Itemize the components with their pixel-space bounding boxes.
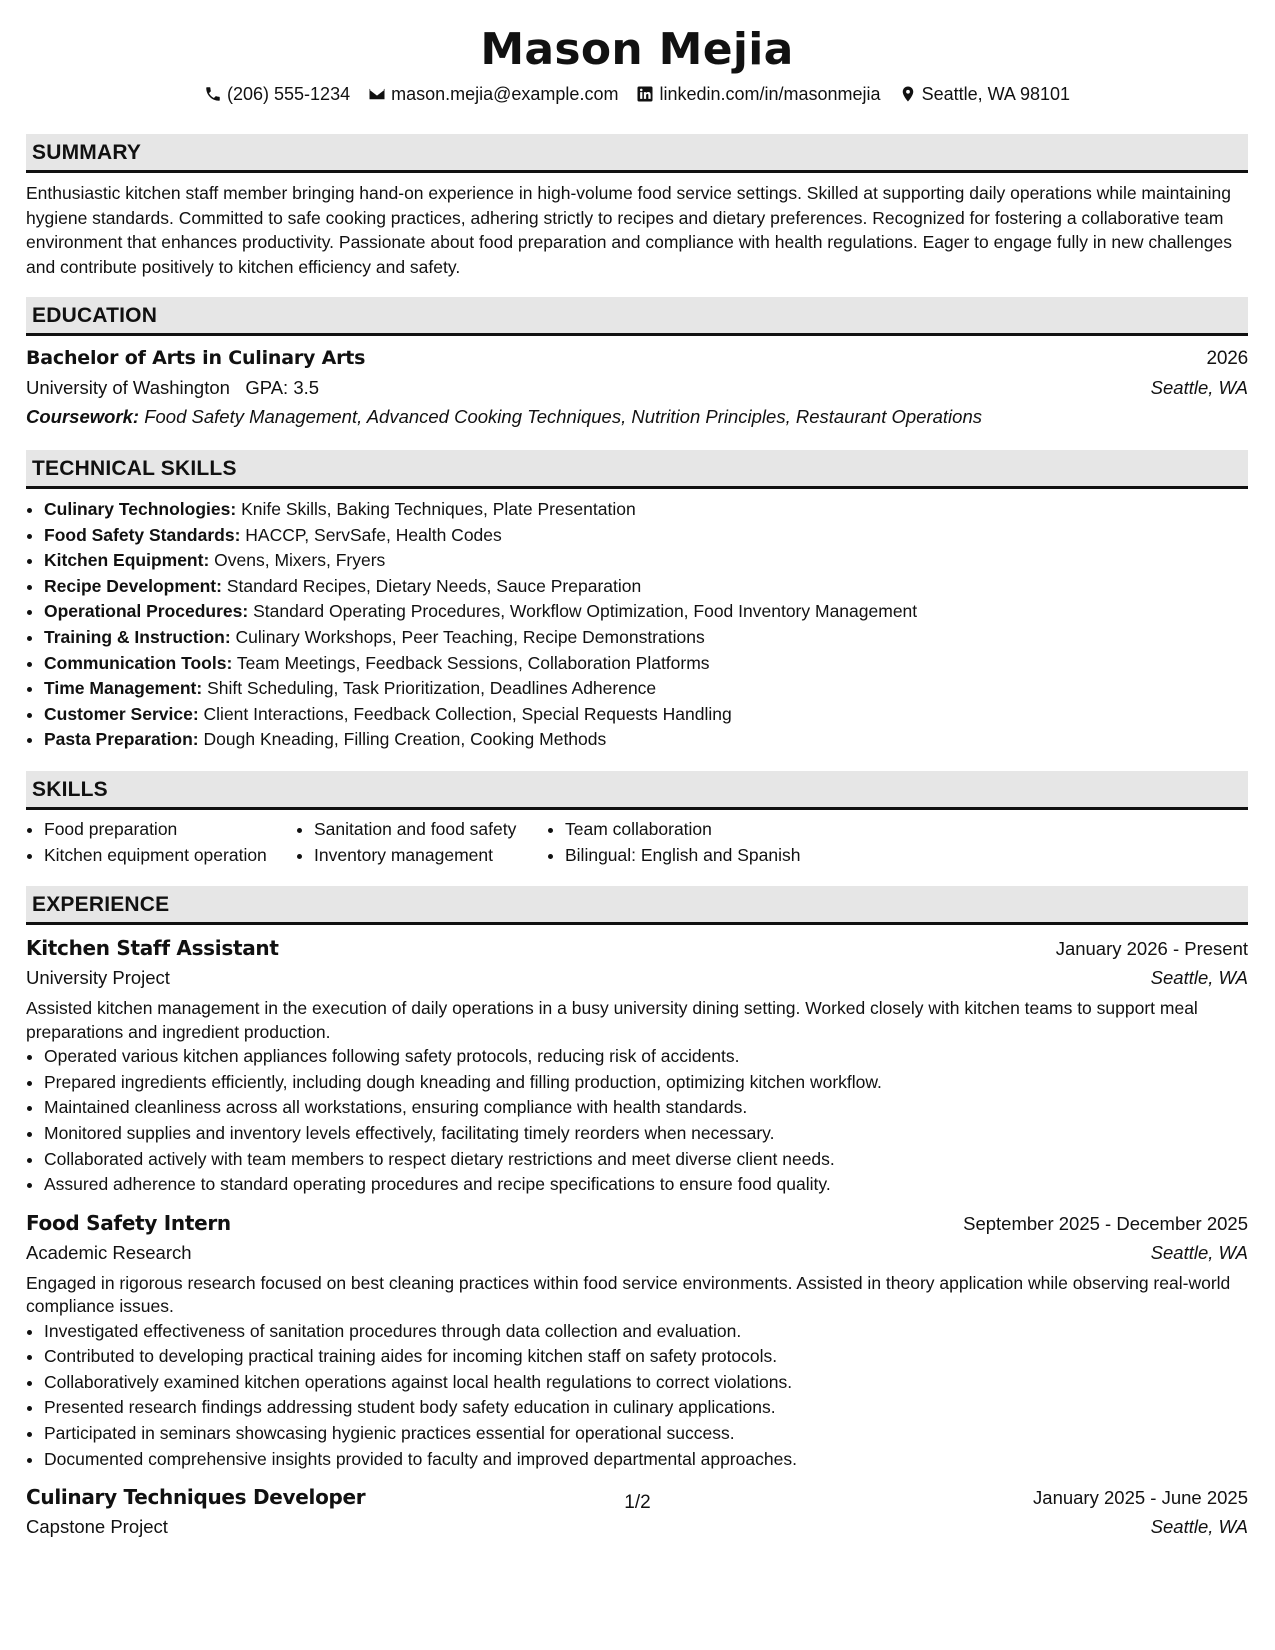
experience-section [26, 886, 1248, 1542]
page-number: 1/2 [624, 1492, 651, 1513]
job-dates: September 2025 - December 2025 [963, 1212, 1248, 1234]
job-bullets [26, 1044, 1248, 1198]
contact-phone [204, 82, 350, 106]
list-item: • Documented comprehensive insights provided to faculty and improved departmental approaches. [44, 1447, 1248, 1473]
list-item: • Kitchen Equipment: Ovens, Mixers, Fryers [44, 548, 1248, 574]
skills-grid [26, 817, 1248, 868]
list-item: • Operated various kitchen appliances following safety protocols, reducing risk of accidents. [44, 1044, 1248, 1070]
job-entry [26, 933, 1248, 1198]
education-degree-row [26, 344, 1248, 373]
linkedin-link[interactable]: linkedin.com/in/masonmejia [659, 84, 881, 104]
list-item: • Inventory management [314, 843, 547, 869]
list-item: • Training & Instruction: Culinary Workshops, Peer Teaching, Recipe Demonstrations [44, 625, 1248, 651]
list-item: • Recipe Development: Standard Recipes, Dietary Needs, Sauce Preparation [44, 574, 1248, 600]
job-location: Seattle, WA [1150, 967, 1248, 989]
linkedin-icon [636, 85, 654, 103]
section-heading-education: EDUCATION [26, 297, 1248, 336]
contact-bar [26, 82, 1248, 106]
job-dates: January 2026 - Present [1055, 938, 1248, 960]
list-item: • Maintained cleanliness across all workstations, ensuring compliance with health standards. [44, 1095, 1248, 1121]
location-text: Seattle, WA 98101 [921, 84, 1070, 104]
job-org: Academic Research [26, 1241, 192, 1263]
job-dates: January 2025 - June 2025 [1033, 1487, 1248, 1509]
list-item: • Prepared ingredients efficiently, including dough kneading and filling production, optimizing kitchen workflow. [44, 1070, 1248, 1096]
job-location: Seattle, WA [1150, 1241, 1248, 1263]
job-location: Seattle, WA [1150, 1516, 1248, 1538]
job-org-row [26, 963, 1248, 993]
list-item: • Sanitation and food safety [314, 817, 547, 843]
section-heading-summary: SUMMARY [26, 134, 1248, 173]
list-item: • Pasta Preparation: Dough Kneading, Filling Creation, Cooking Methods [44, 727, 1248, 753]
candidate-name: Mason Mejia [480, 24, 794, 75]
list-item: • Food preparation [44, 817, 296, 843]
contact-email[interactable] [368, 82, 618, 106]
list-item: • Communication Tools: Team Meetings, Feedback Sessions, Collaboration Platforms [44, 651, 1248, 677]
phone-text: (206) 555-1234 [227, 84, 351, 104]
list-item: • Collaboratively examined kitchen operations against local health regulations to correct violations. [44, 1370, 1248, 1396]
coursework-label: Coursework: [26, 406, 140, 427]
list-item: • Monitored supplies and inventory levels effectively, facilitating timely reorders when necessary. [44, 1121, 1248, 1147]
list-item: • Presented research findings addressing student body safety education in culinary applications. [44, 1395, 1248, 1421]
graduation-year: 2026 [1206, 348, 1248, 369]
technical-skills-list [26, 497, 1248, 753]
job-header-row [26, 933, 1248, 963]
email-link[interactable]: mason.mejia@example.com [391, 84, 619, 104]
technical-skills-section [26, 450, 1248, 753]
phone-icon [204, 85, 222, 103]
list-item: • Collaborated actively with team members to respect dietary restrictions and meet diverse client needs. [44, 1147, 1248, 1173]
coursework [26, 402, 1248, 432]
list-item: • Participated in seminars showcasing hygienic practices essential for operational success. [44, 1421, 1248, 1447]
job-org: Capstone Project [26, 1516, 168, 1538]
job-title: Culinary Techniques Developer [26, 1485, 366, 1510]
education-school-row [26, 373, 1248, 402]
school-name: University of Washington [26, 377, 230, 398]
list-item: • Time Management: Shift Scheduling, Task Prioritization, Deadlines Adherence [44, 676, 1248, 702]
skills-column [26, 817, 296, 868]
job-description: Engaged in rigorous research focused on best cleaning practices within food service environments. Assisted in theory application while observing real-world compliance issues. [26, 1272, 1231, 1317]
school-location: Seattle, WA [1150, 377, 1248, 398]
contact-location [899, 82, 1070, 106]
list-item: • Contributed to developing practical training aides for incoming kitchen staff on safety protocols. [44, 1344, 1248, 1370]
list-item: • Kitchen equipment operation [44, 843, 296, 869]
job-entry [26, 1208, 1248, 1473]
skills-column [547, 817, 865, 868]
job-org-row [26, 1512, 1248, 1542]
summary-text: Enthusiastic kitchen staff member bringing hand-on experience in high-volume food service settings. Skilled at supporting daily operations while maintaining hygiene standards. Committed to safe cooking practices, adhering strictly to recipes and dietary preferences. Recognized for fostering a collaborative team environment that enhances productivity. Passionate about food preparation and compliance with health regulations. Eager to engage fully in new challenges and contribute positively to kitchen efficiency and safety. [26, 183, 1233, 277]
job-org-row [26, 1238, 1248, 1268]
job-title: Food Safety Intern [26, 1210, 231, 1235]
section-heading-experience: EXPERIENCE [26, 886, 1248, 925]
envelope-icon [368, 85, 386, 103]
map-pin-icon [899, 85, 917, 103]
skills-section [26, 771, 1248, 868]
job-bullets [26, 1319, 1248, 1473]
list-item: • Team collaboration [565, 817, 865, 843]
section-heading-skills: SKILLS [26, 771, 1248, 810]
contact-linkedin[interactable] [636, 82, 880, 106]
list-item: • Assured adherence to standard operating procedures and recipe specifications to ensure food quality. [44, 1172, 1248, 1198]
section-heading-technical-skills: TECHNICAL SKILLS [26, 450, 1248, 489]
education-section [26, 297, 1248, 432]
job-description: Assisted kitchen management in the execution of daily operations in a busy university dining setting. Worked closely with kitchen teams to support meal preparations and ingredient production. [26, 998, 1198, 1042]
job-title: Kitchen Staff Assistant [26, 936, 279, 961]
skills-column [296, 817, 547, 868]
resume-page [26, 0, 1248, 1542]
job-header-row [26, 1208, 1248, 1238]
list-item: • Bilingual: English and Spanish [565, 843, 865, 869]
coursework-list: Food Safety Management, Advanced Cooking Techniques, Nutrition Principles, Restaurant Operations [144, 406, 982, 427]
list-item: • Culinary Technologies: Knife Skills, Baking Techniques, Plate Presentation [44, 497, 1248, 523]
gpa: GPA: 3.5 [245, 377, 320, 398]
job-org: University Project [26, 967, 170, 989]
summary-section [26, 134, 1248, 279]
list-item: • Food Safety Standards: HACCP, ServSafe, Health Codes [44, 523, 1248, 549]
list-item: • Operational Procedures: Standard Operating Procedures, Workflow Optimization, Food Inventory Management [44, 599, 1248, 625]
degree: Bachelor of Arts in Culinary Arts [26, 347, 366, 369]
list-item: • Customer Service: Client Interactions, Feedback Collection, Special Requests Handling [44, 702, 1248, 728]
list-item: • Investigated effectiveness of sanitation procedures through data collection and evaluation. [44, 1319, 1248, 1345]
